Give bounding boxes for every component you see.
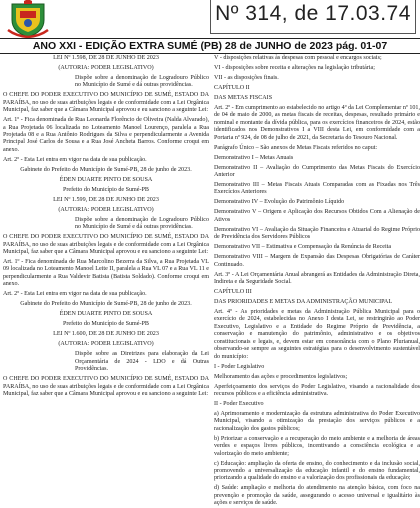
paragraph: (AUTORIA: PODER LEGISLATIVO)	[58, 206, 154, 213]
paragraph: ÉDEN DUARTE PINTO DE SOUSA	[59, 311, 153, 318]
paragraph: Melhoramento das ações e procedimentos legislativos;	[214, 373, 348, 380]
paragraph: (AUTORIA: PODER LEGISLATIVO)	[58, 341, 154, 348]
left-column	[3, 55, 209, 420]
paragraph: a) Aprimoramento e modernização da estrutura administrativa do Poder Executivo Municipal, visando a otimização da prestação dos serviços públicos e a racionalização dos gastos públicos;	[214, 410, 420, 432]
edition-line: ANO XXI - EDIÇÃO EXTRA SUMÉ (PB) 28 de JUNHO de 2023 pág. 01-07	[0, 38, 420, 54]
paragraph: VII - as disposições finais.	[214, 75, 279, 81]
issue-number: Nº 314, de 17.03.74	[215, 2, 411, 25]
paragraph: Demonstrativo V – Origem e Aplicação dos Recursos Obtidos Com a Alienação de Ativos	[214, 209, 420, 223]
paragraph: DAS PRIORIDADES E METAS DA ADMINISTRAÇÃO MUNICIPAL	[214, 299, 393, 306]
paragraph: Demonstrativo VIII – Margem de Expansão das Despesas Obrigatórias de Caráter Continuado.	[214, 254, 420, 268]
paragraph: LEI Nº 1.598, DE 28 DE JUNHO DE 2023	[53, 55, 159, 61]
paragraph: V - disposições relativas às despesas com pessoal e encargos sociais;	[214, 55, 382, 61]
paragraph: VI - disposições sobre receita e alterações na legislação tributária;	[214, 65, 375, 71]
paragraph: Art. 4º - As prioridades e metas da Administração Pública Municipal para o exercício de 2024, estabelecidas no Anexo I desta Lei, se restringirão ao Poder Executivo, Legislativo e a Entidade do Regime Próprio de Previdência, a conservação e manutenção do patrimônio, administrativo e os objetivos constitucionais e legais, e, devem estar em consonância com o Plano Plurianual, observando-se sempre as seguintes estratégias para o desenvolvimento sustentável do município:	[214, 309, 420, 360]
paragraph: Demonstrativo II – Avaliação do Cumprimento das Metas Fiscais do Exercício Anterior	[214, 164, 420, 179]
paragraph: Art. 2º - Esta Lei entra em vigor na data de sua publicação.	[3, 291, 147, 298]
paragraph: II - Poder Executivo	[214, 400, 264, 407]
paragraph: Art. 2º - Esta Lei entra em vigor na data de sua publicação.	[3, 156, 147, 163]
paragraph: I - Poder Legislativo	[214, 363, 265, 370]
paragraph: ÉDEN DUARTE PINTO DE SOUSA	[59, 176, 153, 183]
paragraph: Prefeito do Município de Sumé-PB	[63, 321, 149, 328]
paragraph: DAS METAS FISCAIS	[214, 95, 273, 101]
paragraph: Gabinete do Prefeito do Município de Sumé-PB, 28 de junho de 2023.	[20, 301, 192, 308]
paragraph: Demonstrativo VI – Avaliação da Situação Financeira e Atuarial do Regime Próprio de Previdência dos Servidores Públicos	[214, 226, 420, 241]
paragraph: Dispõe sobre as Diretrizes para elaboração da Lei Orçamentária de 2024 - LDO e dá Outras Providências.	[75, 351, 209, 373]
paragraph: Art. 1º - Fica denominada de Rua Leonarda Florêncio de Oliveira (Nalda Alvarado), a Rua Projetada 06 localizada no Loteamento Manoel Lourenço, paralela a Rua Projetada 08 e a Rua Antônio Rodrigues da Silva e perpendicularmente a Avenida Principal José Carlos de Sousa e a Rua José Ancheta Barros. Conforme croqui em anexo.	[3, 117, 209, 153]
paragraph: LEI Nº 1.599, DE 28 DE JUNHO DE 2023	[53, 196, 159, 203]
paragraph: c) Educação: ampliação da oferta de ensino, do conhecimento e da inclusão social, promovendo a universalização da educação infantil e do ensino fundamental, priorizando a qualidade do ensino e a valorização dos profissionais da educação;	[214, 460, 420, 482]
paragraph: CAPÍTULO III	[214, 289, 252, 296]
paragraph: Dispõe sobre a denominação de Logradouro Público no Município de Sumé e dá outras providências.	[75, 216, 209, 231]
paragraph: Demonstrativo IV – Evolução do Patrimônio Líquido	[214, 199, 345, 206]
paragraph: Art. 2º - Em cumprimento ao estabelecido no artigo 4º da Lei Complementar nº 101, de 04 de maio de 2000, as metas fiscais de receitas, despesas, resultado primário e nominal e montante da dívida pública, para os exercícios financeiros de 2024, estão identificados nos Demonstrativos I a VIII desta Lei, em conformidade com a Portaria nº 924, de 08 de julho de 2021, da Secretaria do Tesouro Nacional.	[214, 105, 420, 141]
paragraph: Parágrafo Único – São anexos de Metas Fiscais referidos no caput:	[214, 144, 378, 151]
issue-banner	[210, 0, 416, 34]
paragraph: Aperfeiçoamento dos serviços do Poder Legislativo, visando a racionalidade dos recursos públicos e a eficiência administrativa.	[214, 383, 420, 397]
paragraph: (AUTORIA: PODER LEGISLATIVO)	[58, 65, 154, 71]
paragraph: Demonstrativo I – Metas Anuais	[214, 154, 294, 161]
paragraph: O CHEFE DO PODER EXECUTIVO DO MUNICÍPIO DE SUMÉ, ESTADO DA PARAÍBA, no uso de suas atribuições legais e de conformidade com a Lei Orgânica Municipal, faz saber que a Câmara Municipal aprovou e eu sanciono a seguinte Lei:	[3, 234, 209, 256]
paragraph: Art. 3º - A Lei Orçamentária Anual abrangerá as Entidades da Administração Direta, Indireta e da Seguridade Social.	[214, 271, 420, 286]
right-column	[214, 55, 420, 507]
paragraph: Demonstrativo VII – Estimativa e Compensação da Renúncia de Receita	[214, 244, 392, 251]
paragraph: Gabinete do Prefeito do Município de Sumé-PB, 28 de junho de 2023.	[20, 166, 192, 173]
page-header	[0, 0, 420, 38]
paragraph: O CHEFE DO PODER EXECUTIVO DO MUNICÍPIO DE SUMÉ, ESTADO DA PARAÍBA, no uso de suas atribuições legais e de conformidade com a Lei Orgânica Municipal, faz saber que a Câmara Municipal aprovou e eu sanciono a seguinte Lei:	[3, 92, 209, 114]
paragraph: Prefeito do Município de Sumé-PB	[63, 186, 149, 193]
paragraph: d) Saúde: ampliação e melhoria do atendimento na atenção básica, com foco na prevenção e promoção da saúde, assegurando o acesso universal e igualitário às ações e serviços de saúde.	[214, 485, 420, 507]
paragraph: Demonstrativo III – Metas Fiscais Atuais Comparadas com as Fixadas nos Três Exercícios Anteriores	[214, 182, 420, 196]
paragraph: O CHEFE DO PODER EXECUTIVO DO MUNICÍPIO DE SUMÉ, ESTADO DA PARAÍBA, no uso de suas atribuições legais e de conformidade com a Lei Orgânica Municipal, faz saber que a Câmara Municipal aprovou e eu sanciono a seguinte Lei:	[3, 376, 209, 397]
paragraph: CAPÍTULO II	[214, 85, 250, 91]
paragraph: Art. 1º - Fica denominada de Rua Marcolino Bezerra da Silva, a Rua Projetada VL 09 localizada no Loteamento Manoel Leite II, paralela a Rua VL 07 e a Rua VL 11 e perpendicularmente a Rua Valdevir Batista (Batista Soldado). Conforme croqui em anexo.	[3, 259, 209, 288]
paragraph: Dispõe sobre a denominação de Logradouro Público no Município de Sumé e dá outras providências.	[75, 75, 209, 89]
municipal-coat-of-arms-icon	[6, 0, 50, 38]
paragraph: b) Priorizar a conservação e a recuperação do meio ambiente e a melhoria de áreas verdes e espaços livres públicos, incentivando a consciência ecológica e a valorização do meio ambiente;	[214, 435, 420, 457]
paragraph: LEI Nº 1.600, DE 28 DE JUNHO DE 2023	[53, 331, 159, 338]
